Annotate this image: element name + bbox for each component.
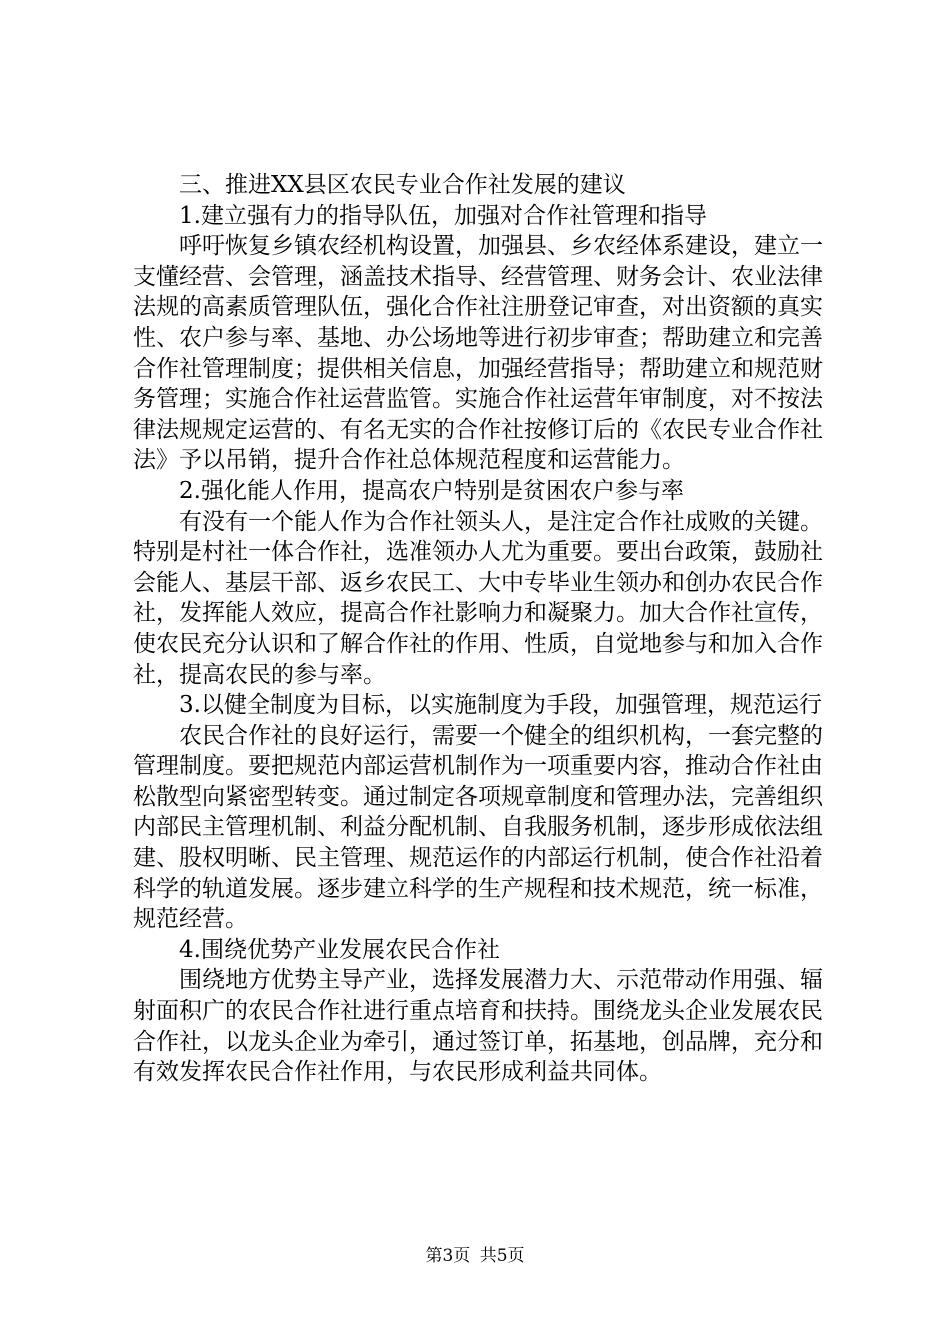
document-body xyxy=(133,170,823,1088)
page-footer xyxy=(0,1246,950,1266)
body-paragraph-2: 有没有一个能人作为合作社领头人，是注定合作社成败的关键。特别是村社一体合作社，选准领办人尤为重要。要出台政策，鼓励社会能人、基层干部、返乡农民工、大中专毕业生领办和创办农民合作社，发挥能人效应，提高合作社影响力和凝聚力。加大合作社宣传，使农民充分认识和了解合作社的作用、性质，自觉地参与和加入合作社，提高农民的参与率。 xyxy=(133,508,823,688)
page-number: 第3页 xyxy=(425,1246,471,1266)
body-paragraph-3: 农民合作社的良好运行，需要一个健全的组织机构，一套完整的管理制度。要把规范内部运营机制作为一项重要内容，推动合作社由松散型向紧密型转变。通过制定各项规章制度和管理办法，完善组织内部民主管理机制、利益分配机制、自我服务机制，逐步形成依法组建、股权明晰、民主管理、规范运作的内部运行机制，使合作社沿着科学的轨道发展。逐步建立科学的生产规程和技术规范，统一标准，规范经营。 xyxy=(133,722,823,933)
body-paragraph-1: 呼吁恢复乡镇农经机构设置，加强县、乡农经体系建设，建立一支懂经营、会管理，涵盖技术指导、经营管理、财务会计、农业法律法规的高素质管理队伍，强化合作社注册登记审查，对出资额的真实性、农户参与率、基地、办公场地等进行初步审查；帮助建立和完善合作社管理制度；提供相关信息，加强经营指导；帮助建立和规范财务管理；实施合作社运营监管。实施合作社运营年审制度，对不按法律法规规定运营的、有名无实的合作社按修订后的《农民专业合作社法》予以吊销，提升合作社总体规范程度和运营能力。 xyxy=(133,233,823,474)
subsection-heading-2: 2.强化能人作用，提高农户特别是贫困农户参与率 xyxy=(179,477,684,504)
subsection-heading-1: 1.建立强有力的指导队伍，加强对合作社管理和指导 xyxy=(179,202,707,229)
page-total: 共5页 xyxy=(479,1246,525,1266)
section-heading: 三、推进XX县区农民专业合作社发展的建议 xyxy=(179,172,626,198)
body-paragraph-4: 围绕地方优势主导产业，选择发展潜力大、示范带动作用强、辐射面积广的农民合作社进行重点培育和扶持。围绕龙头企业发展农民合作社，以龙头企业为牵引，通过签订单，拓基地，创品牌，充分和有效发挥农民合作社作用，与农民形成利益共同体。 xyxy=(133,967,823,1086)
subsection-heading-3: 3.以健全制度为目标，以实施制度为手段，加强管理，规范运行 xyxy=(179,692,822,719)
subsection-heading-4: 4.围绕优势产业发展农民合作社 xyxy=(179,936,500,963)
